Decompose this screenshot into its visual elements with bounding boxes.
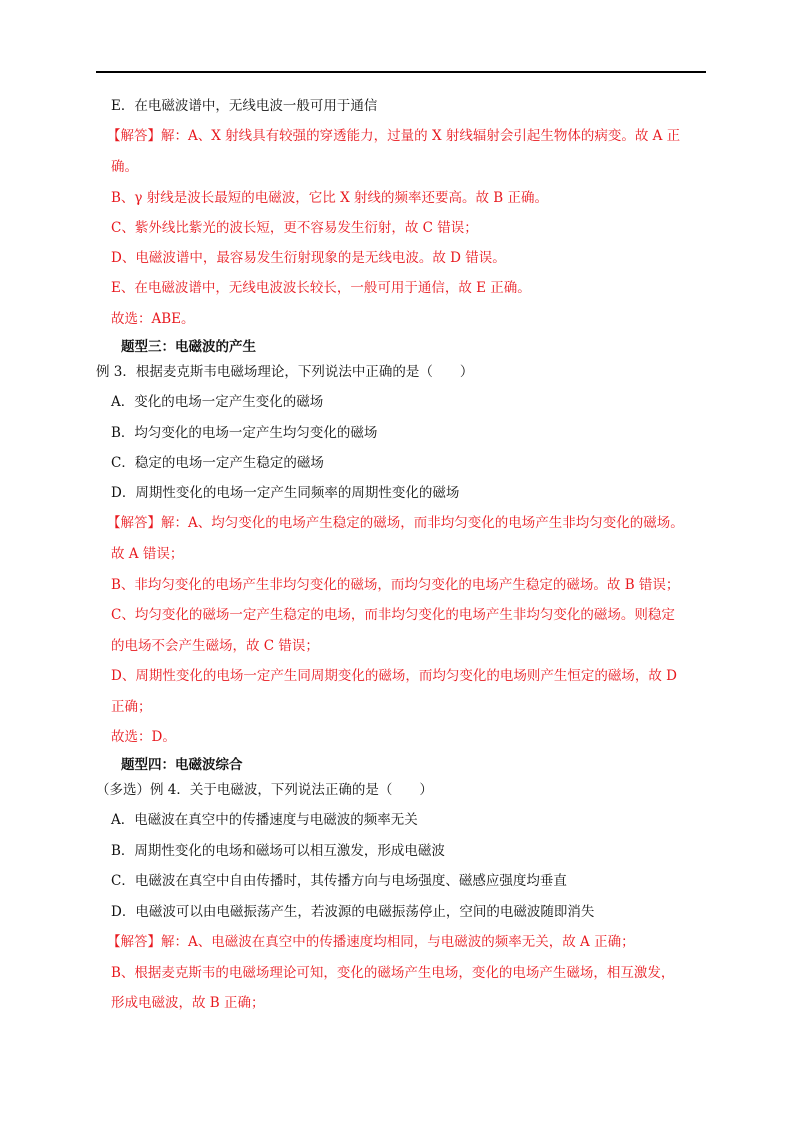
q3-option-c: C．稳定的电场一定产生稳定的磁场: [111, 455, 324, 471]
q3-option-b: B．均匀变化的电场一定产生均匀变化的磁场: [111, 425, 378, 441]
q3-answer-d2: 正确；: [111, 699, 152, 715]
section-heading-type3: 题型三：电磁波的产生: [121, 339, 256, 355]
answer-text: 解：A、均匀变化的电场产生稳定的磁场，而非均匀变化的电场产生非均匀变化的磁场。: [161, 515, 684, 531]
q2-answer-line2: 确。: [111, 159, 138, 175]
answer-label: 【解答】: [107, 128, 161, 144]
q2-option-e: E．在电磁波谱中，无线电波一般可用于通信: [111, 98, 378, 114]
question-3: 例 3．根据麦克斯韦电磁场理论，下列说法中正确的是（ ）: [96, 364, 474, 380]
q3-option-d: D．周期性变化的电场一定产生同频率的周期性变化的磁场: [111, 485, 460, 501]
q3-answer-d1: D、周期性变化的电场一定产生同周期变化的磁场，而均匀变化的电场则产生恒定的磁场，故 D: [111, 668, 677, 684]
q3-answer-c2: 的电场不会产生磁场，故 C 错误；: [111, 638, 319, 654]
q4-option-d: D．电磁波可以由电磁振荡产生，若波源的电磁振荡停止，空间的电磁波随即消失: [111, 904, 595, 920]
q2-answer-d: D、电磁波谱中，最容易发生衍射现象的是无线电波。故 D 错误。: [111, 250, 506, 266]
q3-answer-line1: [107, 514, 684, 532]
question-4: （多选）例 4．关于电磁波，下列说法正确的是（ ）: [96, 782, 433, 798]
q4-answer-b2: 形成电磁波，故 B 正确；: [111, 995, 265, 1011]
q3-answer-c1: C、均匀变化的磁场一定产生稳定的电场，而非均匀变化的电场产生非均匀变化的磁场。则稳定: [111, 607, 675, 623]
q2-choice: 故选：ABE。: [111, 311, 195, 327]
answer-label: 【解答】: [107, 515, 161, 531]
q3-choice: 故选：D。: [111, 729, 176, 745]
q4-answer-line1: [107, 933, 635, 951]
answer-text: 解：A、X 射线具有较强的穿透能力，过量的 X 射线辐射会引起生物体的病变。故 A 正: [161, 128, 681, 144]
q3-answer-b: B、非均匀变化的电场产生非均匀变化的磁场，而均匀变化的电场产生稳定的磁场。故 B 错误；: [111, 577, 680, 593]
q4-answer-b1: B、根据麦克斯韦的电磁场理论可知，变化的磁场产生电场，变化的电场产生磁场，相互激发，: [111, 965, 675, 981]
q2-answer-line1: [107, 127, 680, 145]
header-rule: [96, 71, 706, 73]
section-heading-type4: 题型四：电磁波综合: [121, 757, 243, 773]
q4-option-c: C．电磁波在真空中自由传播时，其传播方向与电场强度、磁感应强度均垂直: [111, 873, 567, 889]
q4-option-b: B．周期性变化的电场和磁场可以相互激发，形成电磁波: [111, 843, 445, 859]
answer-label: 【解答】: [107, 934, 161, 950]
answer-text: 解：A、电磁波在真空中的传播速度均相同，与电磁波的频率无关，故 A 正确；: [161, 934, 635, 950]
q2-answer-b: B、γ 射线是波长最短的电磁波，它比 X 射线的频率还要高。故 B 正确。: [111, 190, 548, 206]
q3-option-a: A．变化的电场一定产生变化的磁场: [111, 394, 324, 410]
q2-answer-e: E、在电磁波谱中，无线电波波长较长，一般可用于通信，故 E 正确。: [111, 280, 531, 296]
q2-answer-c: C、紫外线比紫光的波长短，更不容易发生衍射，故 C 错误；: [111, 220, 478, 236]
q4-option-a: A．电磁波在真空中的传播速度与电磁波的频率无关: [111, 812, 418, 828]
q3-answer-line2: 故 A 错误；: [111, 546, 184, 562]
